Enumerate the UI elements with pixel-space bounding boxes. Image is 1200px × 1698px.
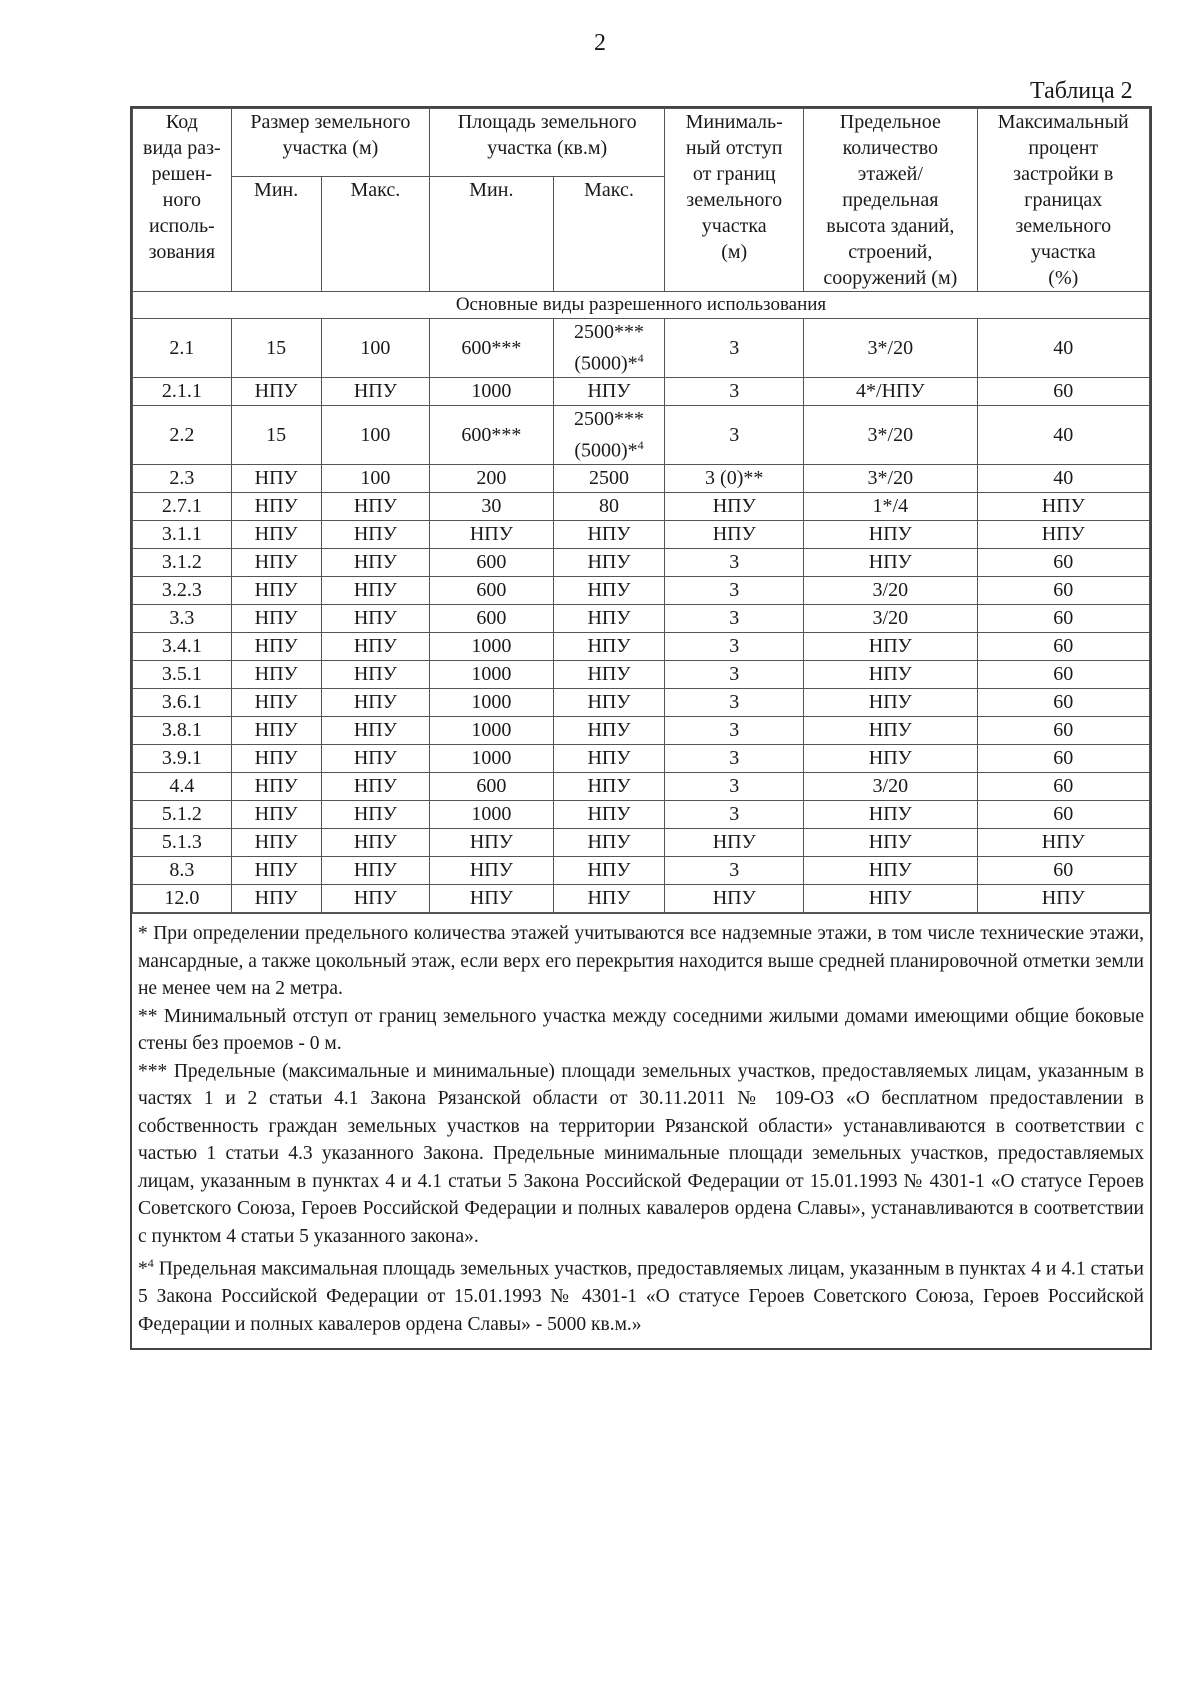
cell-area-max: НПУ [553,857,665,885]
cell-floors: 3/20 [804,773,977,801]
cell-area-max: НПУ [553,745,665,773]
cell-offset: 3 [665,633,804,661]
cell-area-max: НПУ [553,801,665,829]
cell-size-min: НПУ [231,773,321,801]
cell-code: 4.4 [133,773,232,801]
cell-area-max: НПУ [553,549,665,577]
cell-code: 2.1.1 [133,378,232,406]
cell-size-min: НПУ [231,521,321,549]
cell-code: 3.8.1 [133,717,232,745]
footnotes [132,913,1150,1348]
col-header-area-max: Макс. [553,177,665,292]
table-row [133,633,1150,661]
cell-area-max: НПУ [553,829,665,857]
cell-area-min: 600*** [430,319,554,378]
cell-size-max: 100 [321,465,429,493]
cell-offset: 3 [665,406,804,465]
cell-pct: 60 [977,577,1149,605]
cell-offset: НПУ [665,521,804,549]
cell-size-max: НПУ [321,521,429,549]
cell-floors: НПУ [804,857,977,885]
table-row [133,406,1150,465]
cell-size-max: НПУ [321,829,429,857]
cell-size-max: НПУ [321,885,429,913]
cell-pct: 60 [977,717,1149,745]
col-header-min-offset: Минималь- ный отступ от границ земельного участка (м) [665,109,804,292]
cell-pct: 60 [977,773,1149,801]
table-row [133,549,1150,577]
cell-area-min: 30 [430,493,554,521]
cell-offset: 3 [665,717,804,745]
table-row [133,577,1150,605]
cell-floors: 1*/4 [804,493,977,521]
section-title: Основные виды разрешенного использования [133,292,1150,319]
cell-area-min: 1000 [430,633,554,661]
cell-size-max: НПУ [321,633,429,661]
cell-offset: 3 [665,857,804,885]
cell-size-min: НПУ [231,689,321,717]
footnote-4 [138,1250,1144,1338]
footnote-4-sup: 4 [147,1256,154,1270]
cell-floors: 3*/20 [804,319,977,378]
cell-code: 2.3 [133,465,232,493]
cell-floors: 3*/20 [804,406,977,465]
cell-pct: 40 [977,406,1149,465]
table-row [133,319,1150,378]
cell-size-max: НПУ [321,773,429,801]
table-row [133,885,1150,913]
cell-area-min: НПУ [430,885,554,913]
cell-floors: 3/20 [804,605,977,633]
cell-area-min: НПУ [430,829,554,857]
footnote-2: ** Минимальный отступ от границ земельного участка между соседними жилыми домами имеющими общие боковые стены без проемов - 0 м. [138,1005,1144,1054]
cell-area-max: 2500 [553,465,665,493]
cell-pct: 60 [977,857,1149,885]
cell-offset: 3 [665,549,804,577]
cell-offset: 3 [665,378,804,406]
col-header-area: Площадь земельного участка (кв.м) [430,109,665,177]
cell-size-min: НПУ [231,829,321,857]
cell-area-min: 600*** [430,406,554,465]
cell-size-min: НПУ [231,549,321,577]
cell-code: 3.2.3 [133,577,232,605]
cell-pct: НПУ [977,829,1149,857]
cell-size-min: НПУ [231,605,321,633]
page-number: 2 [594,30,606,56]
cell-pct: 40 [977,465,1149,493]
cell-offset: НПУ [665,493,804,521]
cell-area-min: 600 [430,605,554,633]
col-header-code: Код вида раз- решен- ного исполь- зования [133,109,232,292]
cell-pct: 60 [977,605,1149,633]
cell-offset: 3 [665,689,804,717]
zoning-table-frame [130,106,1152,1350]
cell-area-max: НПУ [553,605,665,633]
cell-pct: НПУ [977,885,1149,913]
zoning-table [132,108,1150,913]
table-row [133,801,1150,829]
cell-area-min: 1000 [430,378,554,406]
cell-size-max: НПУ [321,661,429,689]
cell-size-min: НПУ [231,857,321,885]
cell-area-min: 1000 [430,801,554,829]
col-header-size-max: Макс. [321,177,429,292]
cell-area-min: 1000 [430,717,554,745]
cell-area-max: 2500*** (5000)*$^4$ [553,319,665,378]
cell-pct: НПУ [977,521,1149,549]
cell-size-min: НПУ [231,661,321,689]
cell-code: 2.1 [133,319,232,378]
col-header-size: Размер земельного участка (м) [231,109,429,177]
table-row [133,829,1150,857]
cell-code: 3.1.2 [133,549,232,577]
cell-pct: НПУ [977,493,1149,521]
footnote-4-text: Предельная максимальная площадь земельных участков, предоставляемых лицам, указанным в пунктах 4 и 4.1 статьи 5 Закона Российской Федерации от 15.01.1993 № 4301-1 «О статусе Героев Советского Союза, Героев Российской Федерации и полных кавалеров ордена Славы» - 5000 кв.м.» [138,1258,1144,1335]
cell-size-min: НПУ [231,378,321,406]
cell-area-max: НПУ [553,378,665,406]
table-row [133,378,1150,406]
cell-size-min: НПУ [231,885,321,913]
cell-pct: 60 [977,633,1149,661]
cell-floors: НПУ [804,801,977,829]
table-label: Таблица 2 [1030,78,1133,104]
footnote-3: *** Предельные (максимальные и минимальные) площади земельных участков, предоставляемых лицам, указанным в частях 1 и 2 статьи 4.1 Закона Рязанской области от 30.11.2011 № 109-ОЗ «О бесплатном предоставлении в собственность граждан земельных участков на территории Рязанской области» устанавливаются в соответствии с частью 1 статьи 4.3 указанного Закона. Предельные минимальные площади земельных участков, предоставляемых лицам, указанным в пунктах 4 и 4.1 статьи 5 Закона Российской Федерации от 15.01.1993 № 4301-1 «О статусе Героев Советского Союза, Героев Российской Федерации и полных кавалеров ордена Славы», устанавливаются в соответствии с пунктом 4 статьи 5 указанного закона». [138,1060,1144,1247]
col-header-area-min: Мин. [430,177,554,292]
cell-size-min: НПУ [231,717,321,745]
cell-size-min: НПУ [231,801,321,829]
cell-floors: НПУ [804,745,977,773]
table-row [133,745,1150,773]
cell-offset: НПУ [665,829,804,857]
col-header-max-percent: Максимальный процент застройки в границах земельного участка (%) [977,109,1149,292]
col-header-floors: Предельное количество этажей/ предельная высота зданий, строений, сооружений (м) [804,109,977,292]
cell-floors: НПУ [804,717,977,745]
cell-area-min: 1000 [430,689,554,717]
cell-size-min: НПУ [231,577,321,605]
cell-area-max: НПУ [553,717,665,745]
cell-code: 5.1.2 [133,801,232,829]
cell-offset: 3 [665,773,804,801]
cell-area-max: 80 [553,493,665,521]
cell-area-max: НПУ [553,689,665,717]
cell-size-min: НПУ [231,465,321,493]
cell-size-max: НПУ [321,549,429,577]
cell-size-min: НПУ [231,633,321,661]
table-row [133,661,1150,689]
table-row [133,493,1150,521]
cell-size-max: 100 [321,319,429,378]
cell-offset: 3 [665,745,804,773]
cell-offset: 3 [665,605,804,633]
cell-area-max: НПУ [553,577,665,605]
table-row [133,773,1150,801]
cell-pct: 60 [977,549,1149,577]
cell-offset: 3 [665,661,804,689]
cell-floors: НПУ [804,633,977,661]
cell-pct: 60 [977,661,1149,689]
cell-floors: 3/20 [804,577,977,605]
cell-pct: 60 [977,745,1149,773]
table-row [133,857,1150,885]
cell-offset: НПУ [665,885,804,913]
cell-size-max: НПУ [321,689,429,717]
cell-size-min: 15 [231,406,321,465]
cell-floors: 3*/20 [804,465,977,493]
cell-floors: НПУ [804,661,977,689]
cell-size-max: НПУ [321,745,429,773]
cell-area-max: НПУ [553,661,665,689]
cell-code: 3.6.1 [133,689,232,717]
table-row [133,717,1150,745]
cell-size-max: НПУ [321,378,429,406]
cell-area-max: НПУ [553,521,665,549]
cell-size-max: 100 [321,406,429,465]
col-header-size-min: Мин. [231,177,321,292]
cell-size-max: НПУ [321,717,429,745]
cell-size-max: НПУ [321,801,429,829]
table-row [133,465,1150,493]
cell-offset: 3 [665,801,804,829]
cell-area-min: 600 [430,773,554,801]
cell-code: 2.2 [133,406,232,465]
cell-area-max: НПУ [553,885,665,913]
cell-size-max: НПУ [321,605,429,633]
cell-size-min: НПУ [231,745,321,773]
cell-area-min: 600 [430,549,554,577]
cell-area-min: 1000 [430,745,554,773]
cell-code: 5.1.3 [133,829,232,857]
cell-area-min: 600 [430,577,554,605]
cell-code: 3.5.1 [133,661,232,689]
table-row [133,689,1150,717]
cell-area-min: НПУ [430,857,554,885]
cell-size-max: НПУ [321,857,429,885]
cell-offset: 3 (0)** [665,465,804,493]
footnote-1: * При определении предельного количества этажей учитываются все надземные этажи, в том числе технические этажи, мансардные, а также цокольный этаж, если верх его перекрытия находится выше средней планировочной отметки земли не менее чем на 2 метра. [138,923,1144,999]
cell-pct: 40 [977,319,1149,378]
cell-code: 12.0 [133,885,232,913]
cell-code: 2.7.1 [133,493,232,521]
cell-code: 8.3 [133,857,232,885]
cell-area-min: 200 [430,465,554,493]
footnote-4-mark: * [138,1258,148,1280]
cell-offset: 3 [665,577,804,605]
table-row [133,605,1150,633]
cell-size-min: НПУ [231,493,321,521]
cell-area-max: НПУ [553,773,665,801]
cell-area-max: 2500*** (5000)*$^4$ [553,406,665,465]
cell-area-min: НПУ [430,521,554,549]
cell-floors: НПУ [804,549,977,577]
cell-code: 3.3 [133,605,232,633]
cell-offset: 3 [665,319,804,378]
cell-area-max: НПУ [553,633,665,661]
cell-floors: НПУ [804,689,977,717]
cell-area-min: 1000 [430,661,554,689]
table-row [133,521,1150,549]
cell-floors: 4*/НПУ [804,378,977,406]
cell-floors: НПУ [804,885,977,913]
cell-code: 3.1.1 [133,521,232,549]
cell-size-max: НПУ [321,577,429,605]
cell-size-max: НПУ [321,493,429,521]
cell-size-min: 15 [231,319,321,378]
cell-pct: 60 [977,689,1149,717]
cell-floors: НПУ [804,521,977,549]
cell-pct: 60 [977,378,1149,406]
cell-code: 3.9.1 [133,745,232,773]
cell-code: 3.4.1 [133,633,232,661]
cell-floors: НПУ [804,829,977,857]
cell-pct: 60 [977,801,1149,829]
